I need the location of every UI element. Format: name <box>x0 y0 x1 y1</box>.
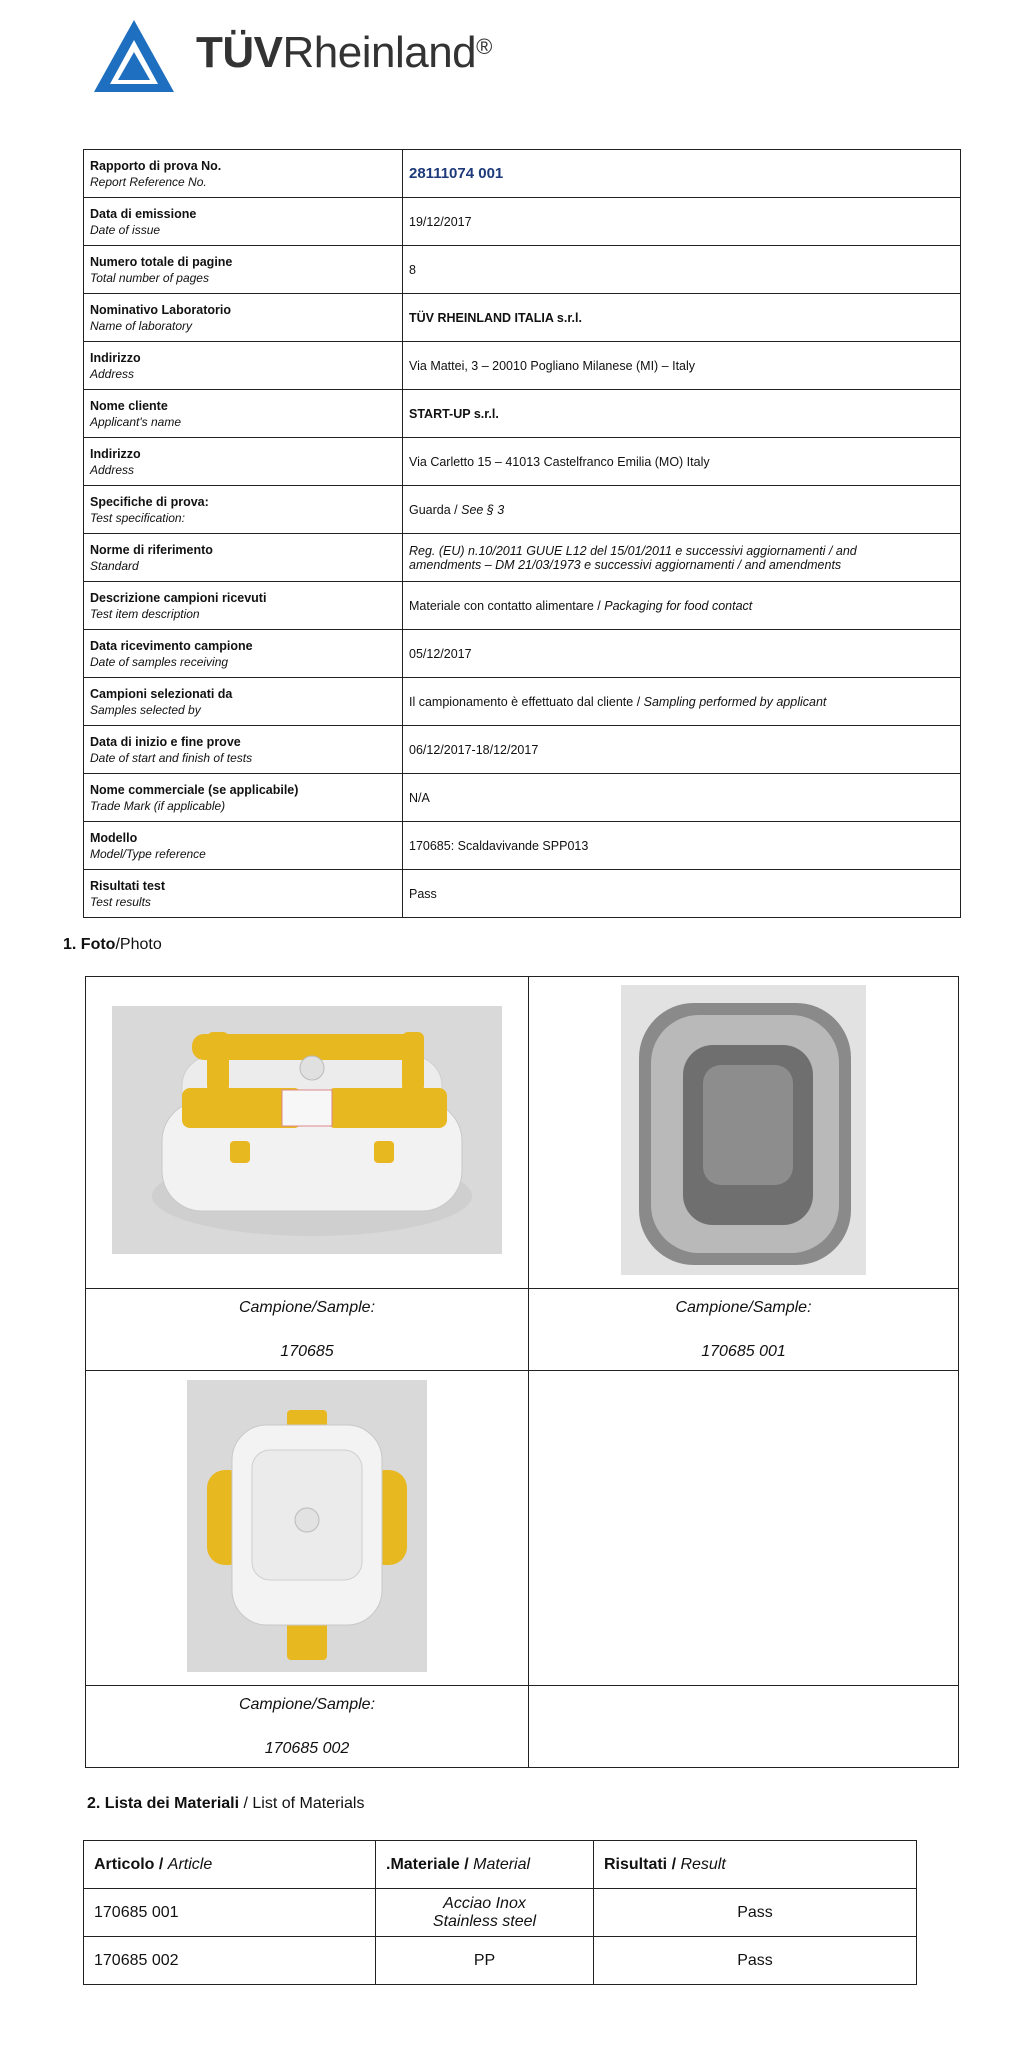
info-value-text: amendments – DM 21/03/1973 e successivi aggiornamenti / and amendments <box>409 557 842 572</box>
info-label-en: Address <box>90 366 135 381</box>
info-value-text-en: See § 3 <box>461 502 505 517</box>
info-label-en: Date of samples receiving <box>90 654 229 669</box>
info-label-en: Standard <box>90 558 139 573</box>
info-value <box>403 390 961 438</box>
info-value-text: Il campionamento è effettuato dal cliente / <box>409 694 644 709</box>
info-label <box>84 774 403 822</box>
materials-header-row <box>84 1841 917 1889</box>
info-label-en: Date of issue <box>90 222 161 237</box>
info-value-text: 05/12/2017 <box>409 646 472 661</box>
material-cell: PP <box>376 1937 594 1985</box>
info-label-it: Nome cliente <box>90 398 168 413</box>
info-label-en: Model/Type reference <box>90 846 206 861</box>
photo-cell-2 <box>529 977 959 1289</box>
sample-photo-lid <box>187 1380 427 1672</box>
photo-caption-2: Campione/Sample: 170685 001 <box>529 1289 959 1371</box>
info-label-it: Norme di riferimento <box>90 542 213 557</box>
info-value <box>403 774 961 822</box>
info-label <box>84 582 403 630</box>
info-label-en: Test specification: <box>90 510 185 525</box>
info-row <box>84 630 961 678</box>
info-label-en: Trade Mark (if applicable) <box>90 798 226 813</box>
info-value <box>403 198 961 246</box>
report-reference-value: 28111074 001 <box>409 165 504 182</box>
photo-caption-3: Campione/Sample: 170685 002 <box>86 1686 529 1768</box>
info-label <box>84 678 403 726</box>
info-value-text: Via Mattei, 3 – 20010 Pogliano Milanese (MI) – Italy <box>409 358 696 373</box>
info-value-text: 8 <box>409 262 416 277</box>
info-value <box>403 486 961 534</box>
info-label <box>84 246 403 294</box>
info-value <box>403 630 961 678</box>
info-label-it: Indirizzo <box>90 446 141 461</box>
info-row <box>84 774 961 822</box>
info-label-it: Data di inizio e fine prove <box>90 734 241 749</box>
info-value-text: 06/12/2017-18/12/2017 <box>409 742 539 757</box>
info-value-text-en: Sampling performed by applicant <box>643 694 827 709</box>
material-cell: Acciao Inox Stainless steel <box>376 1889 594 1937</box>
photo-table <box>85 976 959 1768</box>
brand-name: TÜVRheinland® <box>196 28 492 77</box>
info-label <box>84 534 403 582</box>
info-label-it: Modello <box>90 830 138 845</box>
photo-cell-1 <box>86 977 529 1289</box>
info-value <box>403 246 961 294</box>
info-label-en: Applicant's name <box>90 414 182 429</box>
info-value-text: START-UP s.r.l. <box>409 406 499 421</box>
info-row <box>84 150 961 198</box>
info-label-it: Descrizione campioni ricevuti <box>90 590 267 605</box>
info-label <box>84 150 403 198</box>
info-value-text: Reg. (EU) n.10/2011 GUUE L12 del 15/01/2011 e successivi aggiornamenti / and <box>409 543 857 558</box>
info-label-en: Test item description <box>90 606 200 621</box>
photo-caption-empty <box>529 1686 959 1768</box>
info-value-text: 170685: Scaldavivande SPP013 <box>409 838 589 853</box>
info-label <box>84 630 403 678</box>
info-value-text: Pass <box>409 886 437 901</box>
info-row <box>84 486 961 534</box>
info-label-it: Data ricevimento campione <box>90 638 253 653</box>
info-label <box>84 726 403 774</box>
info-label <box>84 822 403 870</box>
info-value <box>403 726 961 774</box>
info-row <box>84 822 961 870</box>
materials-table <box>83 1840 917 1985</box>
info-row <box>84 582 961 630</box>
info-label-en: Name of laboratory <box>90 318 193 333</box>
photo-caption-1: Campione/Sample: 170685 <box>86 1289 529 1371</box>
info-row <box>84 534 961 582</box>
info-label-en: Address <box>90 462 135 477</box>
section-materials-title: 2. Lista dei Materiali / List of Materials <box>87 1795 365 1812</box>
info-value <box>403 150 961 198</box>
info-row <box>84 678 961 726</box>
info-row <box>84 246 961 294</box>
table-row <box>84 1889 917 1937</box>
info-value-text: Materiale con contatto alimentare / <box>409 598 605 613</box>
info-label-en: Test results <box>90 894 151 909</box>
triangle-logo-icon <box>92 18 176 96</box>
article-cell: 170685 001 <box>84 1889 376 1937</box>
info-row <box>84 198 961 246</box>
info-value-text: Via Carletto 15 – 41013 Castelfranco Emilia (MO) Italy <box>409 454 710 469</box>
photo-cell-empty <box>529 1371 959 1686</box>
sample-photo-lunchbox <box>112 1006 502 1254</box>
info-value-text-en: Packaging for food contact <box>604 598 753 613</box>
info-label-it: Campioni selezionati da <box>90 686 233 701</box>
result-cell: Pass <box>594 1889 917 1937</box>
info-row <box>84 438 961 486</box>
info-row <box>84 390 961 438</box>
info-label-it: Risultati test <box>90 878 166 893</box>
info-value <box>403 534 961 582</box>
info-value-text: Guarda / <box>409 502 462 517</box>
info-label-en: Total number of pages <box>90 270 209 285</box>
info-label <box>84 342 403 390</box>
info-row <box>84 342 961 390</box>
info-label-it: Rapporto di prova No. <box>90 158 222 173</box>
header-result: Risultati / Result <box>594 1841 917 1889</box>
info-row <box>84 726 961 774</box>
info-label-en: Samples selected by <box>90 702 201 717</box>
info-label-en: Report Reference No. <box>90 174 207 189</box>
report-info-table <box>83 149 961 918</box>
info-value <box>403 870 961 918</box>
info-value-text: N/A <box>409 790 430 805</box>
info-label <box>84 198 403 246</box>
info-value <box>403 342 961 390</box>
section-photo-title: 1. Foto/Photo <box>63 936 162 953</box>
sample-photo-steel-tray <box>621 985 866 1275</box>
info-label-it: Specifiche di prova: <box>90 494 209 509</box>
info-label-it: Indirizzo <box>90 350 141 365</box>
info-value <box>403 678 961 726</box>
table-row <box>84 1937 917 1985</box>
article-cell: 170685 002 <box>84 1937 376 1985</box>
info-label-it: Nome commerciale (se applicabile) <box>90 782 299 797</box>
info-label-en: Date of start and finish of tests <box>90 750 253 765</box>
info-value <box>403 438 961 486</box>
info-value <box>403 582 961 630</box>
info-row <box>84 294 961 342</box>
photo-cell-3 <box>86 1371 529 1686</box>
info-label <box>84 438 403 486</box>
info-label <box>84 870 403 918</box>
info-label <box>84 294 403 342</box>
info-value-text: TÜV RHEINLAND ITALIA s.r.l. <box>409 310 582 325</box>
info-label-it: Data di emissione <box>90 206 197 221</box>
result-cell: Pass <box>594 1937 917 1985</box>
info-row <box>84 870 961 918</box>
header-article: Articolo / Article <box>84 1841 376 1889</box>
info-label <box>84 390 403 438</box>
info-value-text: 19/12/2017 <box>409 214 472 229</box>
info-label-it: Numero totale di pagine <box>90 254 233 269</box>
info-label <box>84 486 403 534</box>
info-value <box>403 294 961 342</box>
info-value <box>403 822 961 870</box>
header-material: .Materiale / Material <box>376 1841 594 1889</box>
info-label-it: Nominativo Laboratorio <box>90 302 231 317</box>
